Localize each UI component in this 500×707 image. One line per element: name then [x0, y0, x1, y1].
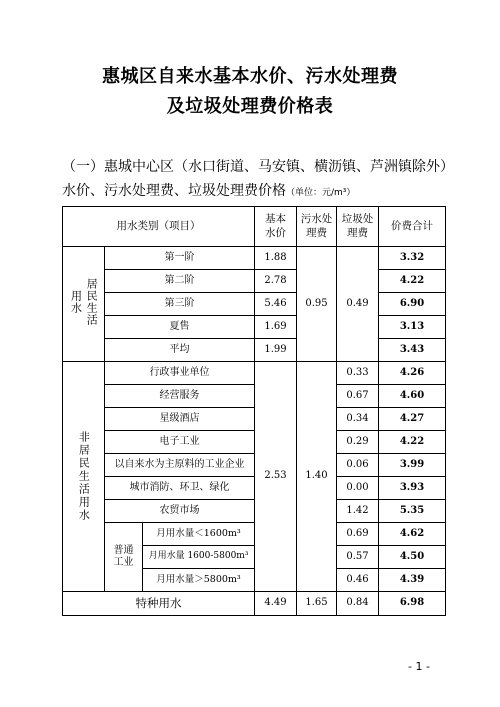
header-garbage-fee-text: 垃圾处理费	[341, 213, 374, 239]
table-row	[63, 247, 446, 270]
nonresidential-item: 以自来水为主原料的工业企业	[105, 454, 255, 477]
section-subheading	[62, 180, 355, 200]
nonresidential-total: 3.93	[379, 477, 446, 500]
nonresidential-total: 4.27	[379, 408, 446, 431]
industry-item: 月用水量 1600-5800m³	[143, 546, 255, 569]
residential-basic: 1.88	[255, 247, 297, 270]
residential-garbage: 0.49	[337, 247, 379, 362]
table-row	[63, 385, 446, 408]
nonresidential-garbage: 0.34	[337, 408, 379, 431]
header-total: 价费合计	[379, 207, 446, 247]
special-sewage: 1.65	[297, 592, 337, 616]
nonresidential-item: 城市消防、环卫、绿化	[105, 477, 255, 500]
nonresidential-garbage: 0.33	[337, 362, 379, 385]
industry-item: 月用水量＜1600m³	[143, 523, 255, 546]
unit-label: （单位：元/m³）	[286, 188, 356, 198]
industry-garbage: 0.46	[337, 569, 379, 592]
residential-total: 4.22	[379, 270, 446, 293]
table-row	[63, 270, 446, 293]
nonresidential-total: 3.99	[379, 454, 446, 477]
residential-total: 3.43	[379, 339, 446, 362]
nonresidential-basic: 2.53	[255, 362, 297, 592]
table-row	[63, 454, 446, 477]
nonresidential-total: 4.60	[379, 385, 446, 408]
section-subheading-text: 水价、污水处理费、垃圾处理费价格	[62, 183, 286, 199]
nonresidential-total: 4.26	[379, 362, 446, 385]
industry-total: 4.62	[379, 523, 446, 546]
residential-group-text	[69, 278, 99, 326]
industry-item: 月用水量＞5800m³	[143, 569, 255, 592]
nonresidential-garbage: 0.06	[337, 454, 379, 477]
special-row	[63, 592, 446, 616]
nonresidential-garbage: 0.67	[337, 385, 379, 408]
residential-item: 第三阶	[105, 293, 255, 316]
nonresidential-item: 经营服务	[105, 385, 255, 408]
header-basic-price-text: 基本水价	[265, 213, 287, 239]
residential-basic: 2.78	[255, 270, 297, 293]
industry-group-text: 普通工业	[113, 544, 134, 568]
price-table	[62, 206, 446, 616]
residential-item: 平均	[105, 339, 255, 362]
industry-garbage: 0.69	[337, 523, 379, 546]
residential-total: 3.32	[379, 247, 446, 270]
table-row	[63, 362, 446, 385]
residential-item: 第一阶	[105, 247, 255, 270]
industry-group-label	[105, 523, 143, 592]
nonresidential-garbage: 0.29	[337, 431, 379, 454]
nonresidential-item: 农贸市场	[105, 500, 255, 523]
header-basic-price	[255, 207, 297, 247]
special-total: 6.98	[379, 592, 446, 616]
residential-total: 6.90	[379, 293, 446, 316]
residential-group-label	[63, 247, 105, 362]
table-row	[63, 523, 446, 546]
nonresidential-garbage: 1.42	[337, 500, 379, 523]
header-category: 用水类别（项目）	[63, 207, 255, 247]
nonresidential-item: 电子工业	[105, 431, 255, 454]
residential-group-col1: 用水	[69, 289, 83, 314]
nonresidential-garbage: 0.00	[337, 477, 379, 500]
industry-garbage: 0.57	[337, 546, 379, 569]
document-title-line2: 及垃圾处理费价格表	[166, 96, 334, 117]
header-sewage-fee	[297, 207, 337, 247]
residential-item: 第二阶	[105, 270, 255, 293]
nonresidential-total: 5.35	[379, 500, 446, 523]
header-row	[63, 207, 446, 247]
table-row	[63, 431, 446, 454]
industry-total: 4.39	[379, 569, 446, 592]
special-item: 特种用水	[63, 592, 255, 616]
residential-basic: 1.69	[255, 316, 297, 339]
residential-item: 夏售	[105, 316, 255, 339]
table-row	[63, 500, 446, 523]
residential-group-col2: 居民生活	[85, 277, 99, 326]
table-row	[63, 477, 446, 500]
table-row	[63, 316, 446, 339]
residential-basic: 5.46	[255, 293, 297, 316]
nonresidential-item: 星级酒店	[105, 408, 255, 431]
industry-total: 4.50	[379, 546, 446, 569]
table-row	[63, 408, 446, 431]
nonresidential-item: 行政事业单位	[105, 362, 255, 385]
nonresidential-sewage: 1.40	[297, 362, 337, 592]
section-heading: （一）惠城中心区（水口街道、马安镇、横沥镇、芦洲镇除外）	[62, 159, 454, 175]
residential-total: 3.13	[379, 316, 446, 339]
nonresidential-group-label	[63, 362, 105, 592]
special-garbage: 0.84	[337, 592, 379, 616]
document-title-line1: 惠城区自来水基本水价、污水处理费	[102, 66, 398, 87]
special-basic: 4.49	[255, 592, 297, 616]
nonresidential-total: 4.22	[379, 431, 446, 454]
header-sewage-fee-text: 污水处理费	[300, 213, 333, 239]
nonresidential-group-text: 非居民生活用水	[77, 431, 91, 522]
residential-sewage: 0.95	[297, 247, 337, 362]
table-row	[63, 339, 446, 362]
page-number: - 1 -	[408, 660, 430, 673]
residential-basic: 1.99	[255, 339, 297, 362]
header-garbage-fee	[337, 207, 379, 247]
table-row	[63, 293, 446, 316]
